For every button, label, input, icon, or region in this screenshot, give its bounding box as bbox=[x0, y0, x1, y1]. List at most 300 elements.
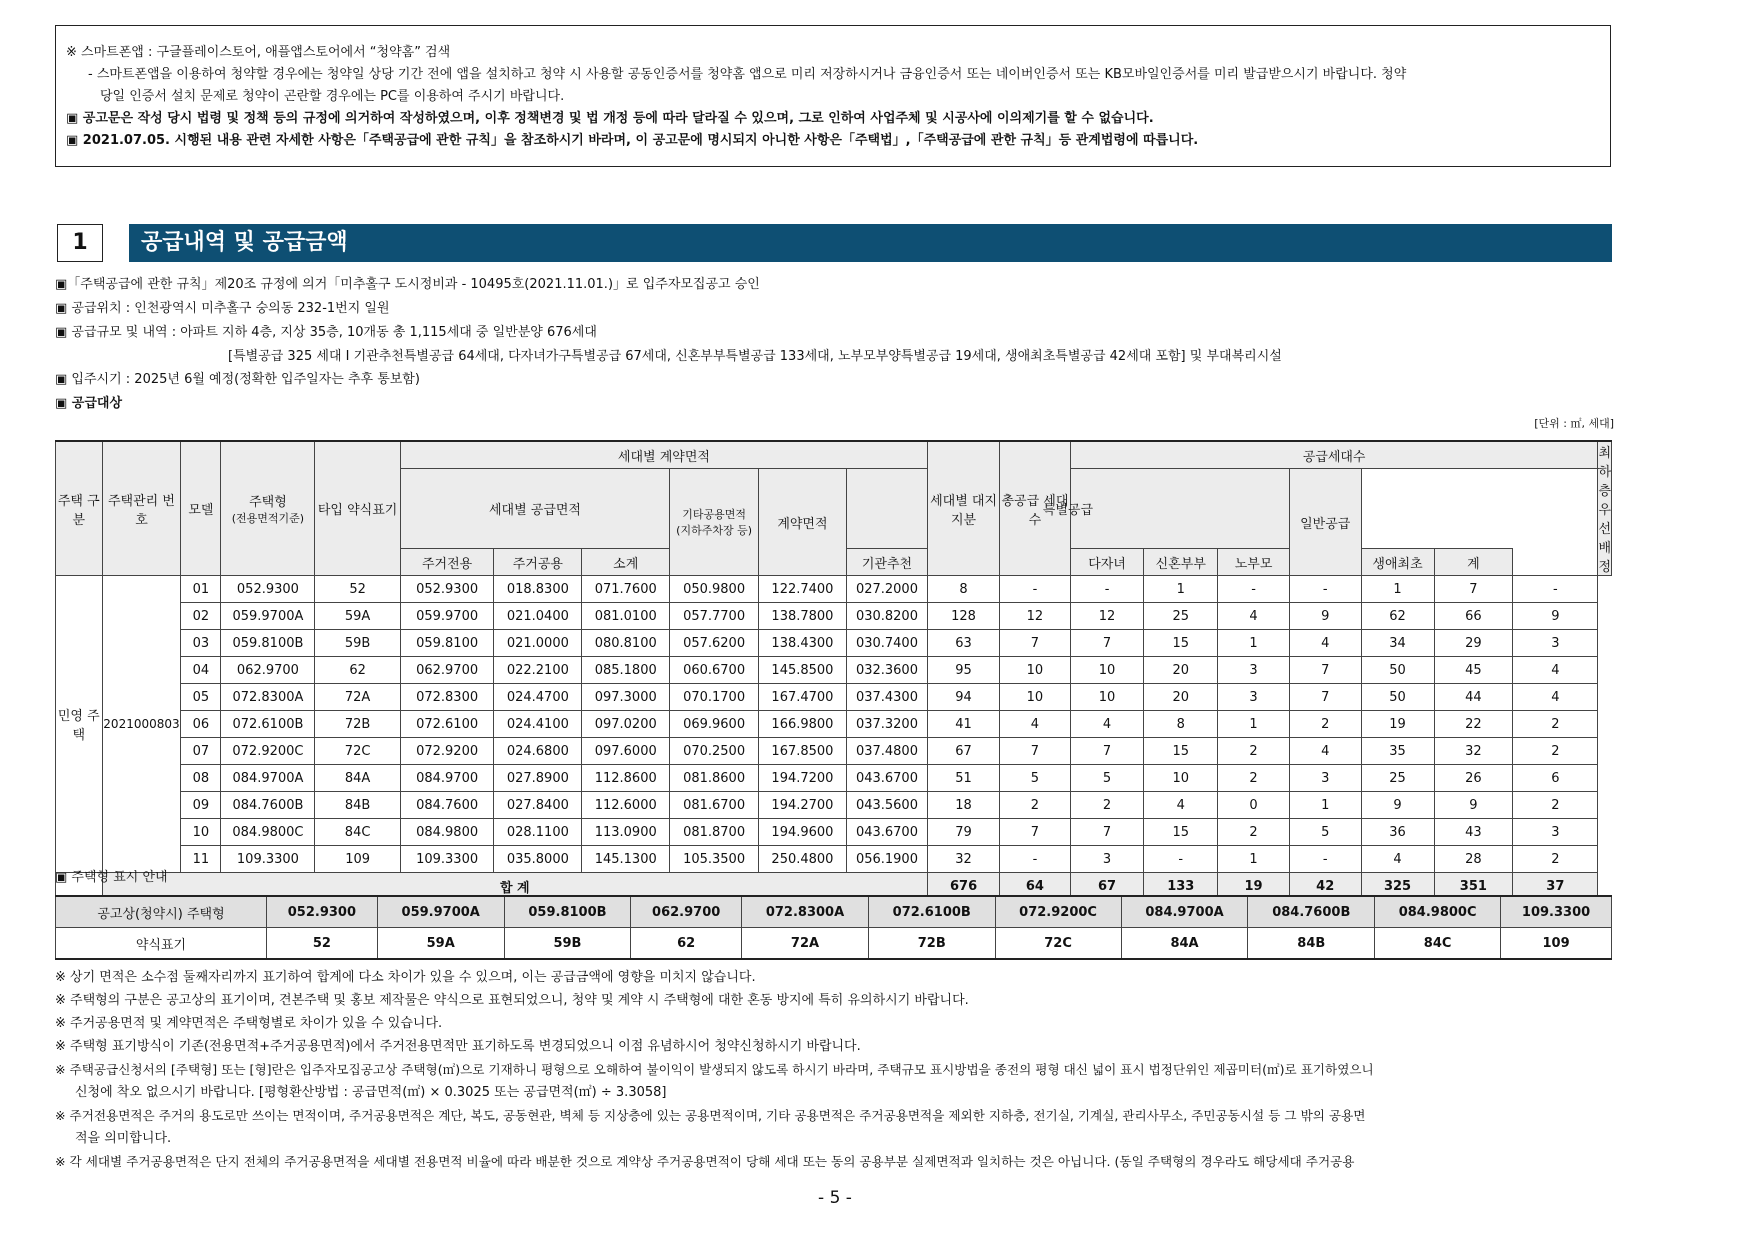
table-cell: 022.2100 bbox=[494, 657, 582, 684]
type-cell: 072.8300A bbox=[742, 896, 869, 928]
total-cell: 67 bbox=[1070, 873, 1144, 901]
table-cell: 10 bbox=[1000, 684, 1071, 711]
th-supply-area: 세대별 공급면적 bbox=[400, 469, 669, 549]
table-cell: 027.8900 bbox=[494, 765, 582, 792]
table-cell: 084.7600 bbox=[400, 792, 494, 819]
table-row bbox=[56, 603, 1612, 630]
table-cell: - bbox=[1289, 846, 1361, 873]
table-cell: 2 bbox=[1070, 792, 1144, 819]
th-excl: 주거전용 bbox=[400, 549, 494, 576]
total-cell: 42 bbox=[1289, 873, 1361, 901]
table-row bbox=[56, 630, 1612, 657]
table-cell: 1 bbox=[1289, 792, 1361, 819]
table-cell: 41 bbox=[928, 711, 1000, 738]
table-cell: 027.2000 bbox=[846, 576, 927, 603]
type-cell: 062.9700 bbox=[631, 896, 742, 928]
table-cell: 081.0100 bbox=[582, 603, 670, 630]
table-row bbox=[56, 819, 1612, 846]
table-cell: 035.8000 bbox=[494, 846, 582, 873]
table-cell: 060.6700 bbox=[670, 657, 759, 684]
table-cell: 34 bbox=[1361, 630, 1434, 657]
table-cell: 9 bbox=[1434, 792, 1513, 819]
th-other-sub: (지하주차장 등) bbox=[676, 524, 752, 537]
table-cell: 2 bbox=[1513, 711, 1598, 738]
th-newly: 신혼부부 bbox=[1144, 549, 1218, 576]
total-cell: 676 bbox=[928, 873, 1000, 901]
type-cell: 059.8100B bbox=[504, 896, 631, 928]
table-cell: 0 bbox=[1218, 792, 1290, 819]
note-line: ※ 각 세대별 주거공용면적은 단지 전체의 주거공용면적을 세대별 전용면적 비율에 따라 배분한 것으로 계약상 주거공용면적이 당해 세대 또는 동의 공용부분 실제면적과 일치하는 것은 아닙니다. (동일 주택형의 경우라도 해당세대 주거공용 bbox=[55, 1154, 1355, 1169]
table-cell: 07 bbox=[181, 738, 221, 765]
table-cell: 4 bbox=[1289, 738, 1361, 765]
table-row bbox=[56, 711, 1612, 738]
table-cell: 66 bbox=[1434, 603, 1513, 630]
th-model: 모델 bbox=[181, 441, 221, 576]
table-cell: 145.8500 bbox=[759, 657, 847, 684]
table-cell: 7 bbox=[1070, 738, 1144, 765]
note-line: ※ 주거공용면적 및 계약면적은 주택형별로 차이가 있을 수 있습니다. bbox=[55, 1016, 443, 1031]
type-cell: 084.7600B bbox=[1248, 896, 1375, 928]
table-cell: 36 bbox=[1361, 819, 1434, 846]
table-cell: 79 bbox=[928, 819, 1000, 846]
th-inst: 기관추천 bbox=[846, 549, 927, 576]
table-row bbox=[56, 765, 1612, 792]
table-row bbox=[56, 684, 1612, 711]
table-row bbox=[56, 738, 1612, 765]
table-cell: 8 bbox=[928, 576, 1000, 603]
table-cell: - bbox=[1000, 576, 1071, 603]
table-cell: 4 bbox=[1144, 792, 1218, 819]
table-cell: 32 bbox=[928, 846, 1000, 873]
table-cell: - bbox=[1144, 846, 1218, 873]
table-cell: 10 bbox=[1144, 765, 1218, 792]
note-line: 적을 의미합니다. bbox=[75, 1131, 172, 1146]
th-type-sub: (전용면적기준) bbox=[231, 512, 305, 525]
table-cell: 84A bbox=[315, 765, 400, 792]
table-cell: 03 bbox=[181, 630, 221, 657]
table-cell: 097.3000 bbox=[582, 684, 670, 711]
table-cell: 024.4700 bbox=[494, 684, 582, 711]
table-cell: 032.3600 bbox=[846, 657, 927, 684]
th-land: 세대별 대지지분 bbox=[928, 441, 1000, 576]
table-cell: 15 bbox=[1144, 819, 1218, 846]
abbr-cell: 72A bbox=[742, 928, 869, 960]
table-cell: 4 bbox=[1289, 630, 1361, 657]
table-cell: 84B bbox=[315, 792, 400, 819]
table-cell: - bbox=[1000, 846, 1071, 873]
th-first: 생애최초 bbox=[1361, 549, 1434, 576]
table-cell: 72C bbox=[315, 738, 400, 765]
th-total: 총공급 세대수 bbox=[1000, 441, 1071, 576]
table-cell: 037.4300 bbox=[846, 684, 927, 711]
table-cell: 50 bbox=[1361, 684, 1434, 711]
note-line: ※ 주택형 표기방식이 기존(전용면적+주거공용면적)에서 주거전용면적만 표기하도록 변경되었으니 이점 유념하시어 청약신청하시기 바랍니다. bbox=[55, 1039, 861, 1054]
note-line: ※ 주택공급신청서의 [주택형] 또는 [형]란은 입주자모집공고상 주택형(㎡)으로 기재하니 평형으로 오해하여 불이익이 발생되지 않도록 하시기 바라며, 주택규모 표시방법을 종전의 평형 대신 넓이 표시 법정단위인 제곱미터(㎡)로 표기하였으니 bbox=[55, 1062, 1374, 1077]
table-cell: 43 bbox=[1434, 819, 1513, 846]
page-number: - 5 - bbox=[818, 1188, 852, 1208]
table-cell: 59B bbox=[315, 630, 400, 657]
table-cell: 35 bbox=[1361, 738, 1434, 765]
table-cell: 059.8100B bbox=[221, 630, 315, 657]
supply-table bbox=[55, 440, 1612, 901]
table-cell: 2 bbox=[1218, 819, 1290, 846]
table-cell: 84C bbox=[315, 819, 400, 846]
table-cell: 94 bbox=[928, 684, 1000, 711]
table-cell: 194.7200 bbox=[759, 765, 847, 792]
table-cell: 052.9300 bbox=[400, 576, 494, 603]
table-cell: 7 bbox=[1289, 657, 1361, 684]
total-cell: 19 bbox=[1218, 873, 1290, 901]
th-multi: 다자녀 bbox=[1070, 549, 1144, 576]
table-cell: 085.1800 bbox=[582, 657, 670, 684]
table-cell: 1 bbox=[1144, 576, 1218, 603]
table-cell: 122.7400 bbox=[759, 576, 847, 603]
table-cell: 10 bbox=[1070, 684, 1144, 711]
th-other bbox=[670, 469, 759, 576]
table-cell: 072.8300A bbox=[221, 684, 315, 711]
kind-cell: 민영 주택 bbox=[56, 576, 103, 873]
table-cell: 043.5600 bbox=[846, 792, 927, 819]
table-cell: 5 bbox=[1000, 765, 1071, 792]
table-cell: 028.1100 bbox=[494, 819, 582, 846]
table-cell: 10 bbox=[1070, 657, 1144, 684]
type-cell: 072.9200C bbox=[995, 896, 1121, 928]
table-cell: 072.9200C bbox=[221, 738, 315, 765]
type-table bbox=[55, 895, 1612, 960]
table-cell: 1 bbox=[1218, 630, 1290, 657]
table-cell: 22 bbox=[1434, 711, 1513, 738]
typeinfo-title: ▣ 주택형 표시 안내 bbox=[55, 870, 168, 885]
table-cell: 112.8600 bbox=[582, 765, 670, 792]
table-cell: 1 bbox=[1218, 846, 1290, 873]
table-cell: 070.2500 bbox=[670, 738, 759, 765]
table-cell: 7 bbox=[1289, 684, 1361, 711]
table-cell: 057.6200 bbox=[670, 630, 759, 657]
table-cell: 72B bbox=[315, 711, 400, 738]
table-cell: 024.6800 bbox=[494, 738, 582, 765]
table-cell: 3 bbox=[1289, 765, 1361, 792]
note-line: 신청에 착오 없으시기 바랍니다. [평형환산방법 : 공급면적(㎡) × 0.3025 또는 공급면적(㎡) ÷ 3.3058] bbox=[75, 1085, 667, 1100]
table-cell: 08 bbox=[181, 765, 221, 792]
table-cell: 02 bbox=[181, 603, 221, 630]
table-cell: 25 bbox=[1361, 765, 1434, 792]
note-line: ※ 주택형의 구분은 공고상의 표기이며, 견본주택 및 홍보 제작물은 약식으로 표현되었으니, 청약 및 계약 시 주택형에 대한 혼동 방지에 특히 유의하시기 바랍니다. bbox=[55, 993, 969, 1008]
info-scale: ▣ 공급규모 및 내역 : 아파트 지하 4층, 지상 35층, 10개동 총 1,115세대 중 일반분양 676세대 bbox=[55, 325, 597, 340]
table-cell: 056.1900 bbox=[846, 846, 927, 873]
table-cell: 2 bbox=[1289, 711, 1361, 738]
table-cell: 084.9800 bbox=[400, 819, 494, 846]
th-other-label: 기타공용면적 bbox=[682, 508, 746, 521]
table-cell: 18 bbox=[928, 792, 1000, 819]
table-cell: 62 bbox=[315, 657, 400, 684]
table-cell: 9 bbox=[1361, 792, 1434, 819]
table-cell: 069.9600 bbox=[670, 711, 759, 738]
table-cell: 67 bbox=[928, 738, 1000, 765]
table-cell: 250.4800 bbox=[759, 846, 847, 873]
table-cell: 7 bbox=[1000, 819, 1071, 846]
table-cell: 3 bbox=[1070, 846, 1144, 873]
abbr-cell: 59A bbox=[377, 928, 504, 960]
table-cell: 1 bbox=[1361, 576, 1434, 603]
notice-line: ▣ 공고문은 작성 당시 법령 및 정책 등의 규정에 의거하여 작성하였으며, 이후 정책변경 및 법 개정 등에 따라 달라질 수 있으며, 그로 인하여 사업주체 및 시공사에 이의제기를 할 수 없습니다. bbox=[66, 111, 1154, 126]
section-title: 공급내역 및 공급금액 bbox=[129, 224, 1612, 262]
table-cell: 062.9700 bbox=[221, 657, 315, 684]
type-cell: 059.9700A bbox=[377, 896, 504, 928]
table-cell: 084.9700 bbox=[400, 765, 494, 792]
th-type bbox=[221, 441, 315, 576]
table-cell: 28 bbox=[1434, 846, 1513, 873]
table-cell: 04 bbox=[181, 657, 221, 684]
table-cell: 62 bbox=[1361, 603, 1434, 630]
table-cell: 4 bbox=[1070, 711, 1144, 738]
table-cell: 3 bbox=[1218, 684, 1290, 711]
table-cell: 32 bbox=[1434, 738, 1513, 765]
info-movein: ▣ 입주시기 : 2025년 6월 예정(정확한 입주일자는 추후 통보함) bbox=[55, 372, 420, 387]
table-cell: 138.7800 bbox=[759, 603, 847, 630]
table-cell: 50 bbox=[1361, 657, 1434, 684]
table-cell: 20 bbox=[1144, 684, 1218, 711]
th-general: 일반공급 bbox=[1289, 469, 1361, 576]
table-cell: 109.3300 bbox=[400, 846, 494, 873]
table-cell: 084.7600B bbox=[221, 792, 315, 819]
abbr-cell: 72B bbox=[868, 928, 995, 960]
table-cell: 084.9800C bbox=[221, 819, 315, 846]
table-cell: 072.8300 bbox=[400, 684, 494, 711]
table-cell: 194.9600 bbox=[759, 819, 847, 846]
table-cell: 63 bbox=[928, 630, 1000, 657]
table-cell: 7 bbox=[1434, 576, 1513, 603]
th-common: 주거공용 bbox=[494, 549, 582, 576]
info-special: [특별공급 325 세대 I 기관추천특별공급 64세대, 다자녀가구특별공급 67세대, 신혼부부특별공급 133세대, 노부모부양특별공급 19세대, 생애최초특별공급 42세대 포함] 및 부대복리시설 bbox=[228, 349, 1282, 364]
table-cell: 3 bbox=[1513, 819, 1598, 846]
note-line: ※ 주거전용면적은 주거의 용도로만 쓰이는 면적이며, 주거공용면적은 계단, 복도, 공동현관, 벽체 등 지상층에 있는 공용면적이며, 기타 공용면적은 주거공용면적을 제외한 지하층, 전기실, 기계실, 관리사무소, 주민공동시설 등 그 밖의 공용면 bbox=[55, 1108, 1366, 1123]
table-cell: 52 bbox=[315, 576, 400, 603]
table-cell: 145.1300 bbox=[582, 846, 670, 873]
section-number: 1 bbox=[57, 224, 103, 262]
table-cell: 109 bbox=[315, 846, 400, 873]
table-cell: 018.8300 bbox=[494, 576, 582, 603]
table-cell: 2 bbox=[1000, 792, 1071, 819]
table-cell: 113.0900 bbox=[582, 819, 670, 846]
table-cell: 2 bbox=[1513, 738, 1598, 765]
mgmt-cell: 2021000803 bbox=[102, 576, 181, 873]
table-cell: 080.8100 bbox=[582, 630, 670, 657]
table-cell: 7 bbox=[1070, 819, 1144, 846]
abbr-cell: 72C bbox=[995, 928, 1121, 960]
table-cell: 109.3300 bbox=[221, 846, 315, 873]
type-cell: 084.9700A bbox=[1121, 896, 1248, 928]
table-cell: 030.7400 bbox=[846, 630, 927, 657]
table-cell: - bbox=[1070, 576, 1144, 603]
table-row bbox=[56, 846, 1612, 873]
table-cell: 2 bbox=[1513, 846, 1598, 873]
table-cell: 081.8700 bbox=[670, 819, 759, 846]
table-cell: 072.9200 bbox=[400, 738, 494, 765]
section-header bbox=[57, 224, 1612, 262]
abbr-cell: 84C bbox=[1375, 928, 1501, 960]
abbr-cell: 59B bbox=[504, 928, 631, 960]
table-cell: 09 bbox=[181, 792, 221, 819]
table-cell: 084.9700A bbox=[221, 765, 315, 792]
th-units: 공급세대수 bbox=[1070, 441, 1598, 469]
table-cell: 15 bbox=[1144, 630, 1218, 657]
notice-line: ▣ 2021.07.05. 시행된 내용 관련 자세한 사항은「주택공급에 관한 규칙」을 참조하시기 바라며, 이 공고문에 명시되지 아니한 사항은「주택법」,「주택공급에 관한 규칙」등 관계법령에 따릅니다. bbox=[66, 133, 1199, 148]
th-type-label: 주택형 bbox=[249, 495, 287, 510]
table-cell: 10 bbox=[1000, 657, 1071, 684]
th-subtotal: 소계 bbox=[582, 549, 670, 576]
notice-box bbox=[55, 25, 1611, 167]
table-cell: 057.7700 bbox=[670, 603, 759, 630]
type-cell: 052.9300 bbox=[267, 896, 378, 928]
table-cell: 7 bbox=[1000, 630, 1071, 657]
table-cell: 4 bbox=[1513, 684, 1598, 711]
unit-label: [단위 : ㎡, 세대] bbox=[1534, 417, 1614, 430]
abbr-row-label: 약식표기 bbox=[56, 928, 267, 960]
total-cell: 133 bbox=[1144, 873, 1218, 901]
table-cell: 51 bbox=[928, 765, 1000, 792]
table-cell: 1 bbox=[1218, 711, 1290, 738]
table-cell: 059.9700A bbox=[221, 603, 315, 630]
table-cell: 194.2700 bbox=[759, 792, 847, 819]
table-cell: 5 bbox=[1070, 765, 1144, 792]
table-cell: 070.1700 bbox=[670, 684, 759, 711]
table-cell: 071.7600 bbox=[582, 576, 670, 603]
total-cell: 37 bbox=[1513, 873, 1598, 901]
table-cell: 11 bbox=[181, 846, 221, 873]
table-cell: 037.4800 bbox=[846, 738, 927, 765]
table-cell: 059.9700 bbox=[400, 603, 494, 630]
table-cell: 25 bbox=[1144, 603, 1218, 630]
th-contract: 계약면적 bbox=[759, 469, 847, 576]
notice-line: ※ 스마트폰앱 : 구글플레이스토어, 애플앱스토어에서 “청약홈” 검색 bbox=[66, 45, 451, 60]
table-cell: 050.9800 bbox=[670, 576, 759, 603]
abbr-cell: 84B bbox=[1248, 928, 1375, 960]
table-cell: 20 bbox=[1144, 657, 1218, 684]
info-location: ▣ 공급위치 : 인천광역시 미추홀구 숭의동 232-1번지 일원 bbox=[55, 301, 390, 316]
total-cell: 64 bbox=[1000, 873, 1071, 901]
table-cell: 081.6700 bbox=[670, 792, 759, 819]
table-cell: 26 bbox=[1434, 765, 1513, 792]
th-elder: 노부모 bbox=[1218, 549, 1290, 576]
abbr-cell: 109 bbox=[1501, 928, 1612, 960]
total-label: 합 계 bbox=[102, 873, 928, 901]
table-cell: 128 bbox=[928, 603, 1000, 630]
table-cell: 043.6700 bbox=[846, 765, 927, 792]
table-cell: 9 bbox=[1513, 603, 1598, 630]
notice-line: - 스마트폰앱을 이용하여 청약할 경우에는 청약일 상당 기간 전에 앱을 설치하고 청약 시 사용할 공동인증서를 청약홈 앱으로 미리 저장하시거나 금융인증서 또는 네이버인증서 또는 KB모바일인증서를 미리 발급받으시기 바랍니다. 청약 bbox=[88, 67, 1407, 82]
table-cell: 097.0200 bbox=[582, 711, 670, 738]
table-cell: 59A bbox=[315, 603, 400, 630]
table-cell: 05 bbox=[181, 684, 221, 711]
table-cell: 44 bbox=[1434, 684, 1513, 711]
table-cell: 2 bbox=[1513, 792, 1598, 819]
table-cell: 2 bbox=[1218, 738, 1290, 765]
info-target: ▣ 공급대상 bbox=[55, 396, 123, 411]
table-cell: - bbox=[1289, 576, 1361, 603]
table-row bbox=[56, 657, 1612, 684]
table-cell: 4 bbox=[1513, 657, 1598, 684]
table-cell: 024.4100 bbox=[494, 711, 582, 738]
table-cell: 45 bbox=[1434, 657, 1513, 684]
table-cell: 043.6700 bbox=[846, 819, 927, 846]
abbr-cell: 62 bbox=[631, 928, 742, 960]
note-line: ※ 상기 면적은 소수점 둘째자리까지 표기하여 합계에 다소 차이가 있을 수 있으며, 이는 공급금액에 영향을 미치지 않습니다. bbox=[55, 970, 756, 985]
table-cell: 19 bbox=[1361, 711, 1434, 738]
table-row bbox=[56, 576, 1612, 603]
table-cell: 7 bbox=[1000, 738, 1071, 765]
th-kind: 주택 구분 bbox=[56, 441, 103, 576]
table-cell: 072.6100B bbox=[221, 711, 315, 738]
table-cell: 027.8400 bbox=[494, 792, 582, 819]
table-cell: 12 bbox=[1070, 603, 1144, 630]
info-approval: ▣「주택공급에 관한 규칙」제20조 규정에 의거「미추홀구 도시정비과 - 10495호(2021.11.01.)」로 입주자모집공고 승인 bbox=[55, 277, 760, 292]
table-cell: 138.4300 bbox=[759, 630, 847, 657]
table-cell: 7 bbox=[1070, 630, 1144, 657]
th-lowfloor: 최하층 우선배정 bbox=[1598, 441, 1612, 576]
table-cell: 5 bbox=[1289, 819, 1361, 846]
table-cell: 4 bbox=[1000, 711, 1071, 738]
table-cell: 6 bbox=[1513, 765, 1598, 792]
table-cell: 4 bbox=[1218, 603, 1290, 630]
type-cell: 109.3300 bbox=[1501, 896, 1612, 928]
table-cell: 72A bbox=[315, 684, 400, 711]
table-cell: 12 bbox=[1000, 603, 1071, 630]
th-contract-area: 세대별 계약면적 bbox=[400, 441, 927, 469]
table-cell: 9 bbox=[1289, 603, 1361, 630]
notice-line: 당일 인증서 설치 문제로 청약이 곤란할 경우에는 PC를 이용하여 주시기 바랍니다. bbox=[100, 89, 565, 104]
table-cell: 030.8200 bbox=[846, 603, 927, 630]
table-cell: - bbox=[1513, 576, 1598, 603]
type-row-label: 공고상(청약시) 주택형 bbox=[56, 896, 267, 928]
table-cell: 112.6000 bbox=[582, 792, 670, 819]
table-cell: 021.0000 bbox=[494, 630, 582, 657]
table-cell: 3 bbox=[1513, 630, 1598, 657]
table-cell: 081.8600 bbox=[670, 765, 759, 792]
table-cell: 01 bbox=[181, 576, 221, 603]
table-cell: 021.0400 bbox=[494, 603, 582, 630]
table-cell: 15 bbox=[1144, 738, 1218, 765]
total-cell: 351 bbox=[1434, 873, 1513, 901]
table-cell: 037.3200 bbox=[846, 711, 927, 738]
th-abbr: 타입 약식표기 bbox=[315, 441, 400, 576]
th-sum: 계 bbox=[1434, 549, 1513, 576]
table-cell: 06 bbox=[181, 711, 221, 738]
abbr-cell: 84A bbox=[1121, 928, 1248, 960]
abbr-cell: 52 bbox=[267, 928, 378, 960]
table-cell: 95 bbox=[928, 657, 1000, 684]
notes bbox=[55, 966, 1615, 1173]
table-cell: 2 bbox=[1218, 765, 1290, 792]
table-cell: 059.8100 bbox=[400, 630, 494, 657]
table-cell: 167.4700 bbox=[759, 684, 847, 711]
table-cell: 052.9300 bbox=[221, 576, 315, 603]
table-row bbox=[56, 792, 1612, 819]
table-cell: 062.9700 bbox=[400, 657, 494, 684]
table-cell: 4 bbox=[1361, 846, 1434, 873]
table-cell: 29 bbox=[1434, 630, 1513, 657]
th-mgmt: 주택관리 번호 bbox=[102, 441, 181, 576]
type-cell: 084.9800C bbox=[1375, 896, 1501, 928]
table-cell: 166.9800 bbox=[759, 711, 847, 738]
table-cell: 167.8500 bbox=[759, 738, 847, 765]
table-cell: 072.6100 bbox=[400, 711, 494, 738]
table-cell: 105.3500 bbox=[670, 846, 759, 873]
total-cell: 325 bbox=[1361, 873, 1434, 901]
table-cell: 8 bbox=[1144, 711, 1218, 738]
table-cell: 3 bbox=[1218, 657, 1290, 684]
table-cell: 10 bbox=[181, 819, 221, 846]
table-cell: 097.6000 bbox=[582, 738, 670, 765]
